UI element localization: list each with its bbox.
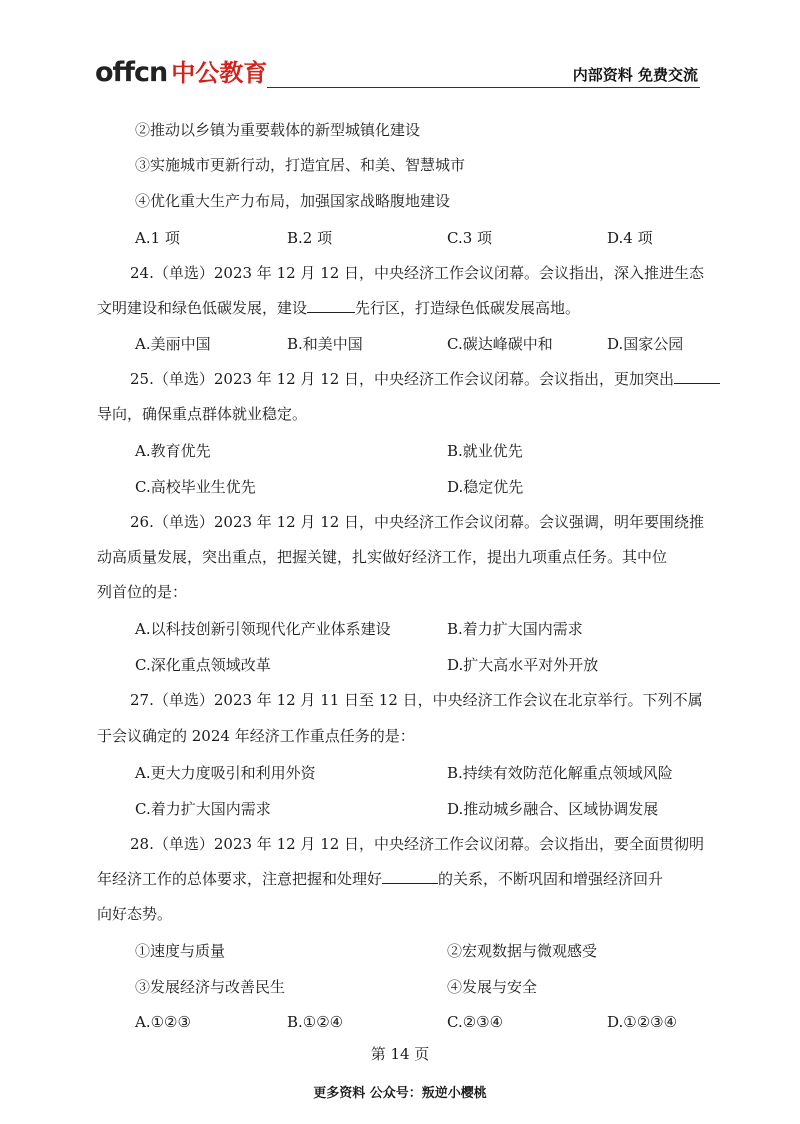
q25-stem-line-1 — [130, 369, 720, 389]
q26-option-d: D.扩大高水平对外开放 — [447, 656, 599, 674]
q24-stem-before-blank: 文明建设和绿色低碳发展，建设 — [97, 299, 308, 317]
q27-stem-line-2: 于会议确定的 2024 年经济工作重点任务的是： — [97, 727, 415, 745]
q25-answer-blank — [674, 369, 720, 384]
logo-chinese-text: 中公教育 — [171, 59, 268, 87]
offcn-logo — [95, 56, 267, 88]
q27-option-d: D.推动城乡融合、区域协调发展 — [447, 800, 659, 818]
q28-option-a: A.①②③ — [135, 1013, 191, 1031]
q26-option-b: B.着力扩大国内需求 — [447, 620, 583, 638]
q24-option-b: B.和美中国 — [287, 335, 363, 353]
q27-option-b: B.持续有效防范化解重点领域风险 — [447, 764, 673, 782]
q26-stem-line-2: 动高质量发展，突出重点，把握关键，扎实做好经济工作，提出九项重点任务。其中位 — [97, 548, 668, 566]
q25-option-a: A.教育优先 — [135, 442, 211, 460]
q23-option-b: B.2 项 — [287, 229, 333, 247]
q28-stem-line-3: 向好态势。 — [97, 905, 173, 923]
q28-option-c: C.②③④ — [447, 1013, 504, 1031]
intro-item-2: ②推动以乡镇为重要载体的新型城镇化建设 — [135, 121, 421, 139]
q23-option-c: C.3 项 — [447, 229, 493, 247]
q24-option-d: D.国家公园 — [607, 335, 684, 353]
q23-option-a: A.1 项 — [135, 229, 180, 247]
q28-stem-before-blank: 年经济工作的总体要求，注意把握和处理好 — [97, 870, 383, 888]
q25-option-b: B.就业优先 — [447, 442, 523, 460]
q25-stem-before-blank: 25.（单选）2023 年 12 月 12 日，中央经济工作会议闭幕。会议指出，更加突出 — [130, 370, 675, 388]
q26-option-c: C.深化重点领域改革 — [135, 656, 271, 674]
q26-stem-line-3: 列首位的是： — [97, 583, 188, 601]
q28-item-2: ②宏观数据与微观感受 — [447, 942, 598, 960]
q27-option-c: C.着力扩大国内需求 — [135, 800, 271, 818]
intro-item-4: ④优化重大生产力布局，加强国家战略腹地建设 — [135, 192, 451, 210]
q28-stem-after-blank: 的关系，不断巩固和增强经济回升 — [438, 870, 664, 888]
page-header — [95, 56, 700, 90]
q28-stem-line-2 — [97, 869, 663, 889]
q25-option-c: C.高校毕业生优先 — [135, 478, 256, 496]
header-right-text: 内部资料 免费交流 — [572, 66, 698, 84]
intro-item-3: ③实施城市更新行动，打造宜居、和美、智慧城市 — [135, 156, 466, 174]
q28-option-d: D.①②③④ — [607, 1013, 678, 1031]
q24-stem-line-2 — [97, 298, 580, 318]
page-number: 第 14 页 — [370, 1045, 430, 1063]
q28-item-1: ①速度与质量 — [135, 942, 226, 960]
q25-option-d: D.稳定优先 — [447, 478, 524, 496]
q26-option-a: A.以科技创新引领现代化产业体系建设 — [135, 620, 391, 638]
q28-item-3: ③发展经济与改善民生 — [135, 978, 286, 996]
q24-option-c: C.碳达峰碳中和 — [447, 335, 553, 353]
q24-stem-after-blank: 先行区，打造绿色低碳发展高地。 — [355, 299, 581, 317]
q28-item-4: ④发展与安全 — [447, 978, 538, 996]
q24-stem-line-1: 24.（单选）2023 年 12 月 12 日，中央经济工作会议闭幕。会议指出，深入推进生态 — [130, 264, 705, 282]
page-footer: 更多资料 公众号：叛逆小樱桃 — [313, 1086, 487, 1101]
q26-stem-line-1: 26.（单选）2023 年 12 月 12 日，中央经济工作会议闭幕。会议强调，明年要围绕推 — [130, 513, 705, 531]
header-rule — [267, 87, 700, 88]
q28-stem-line-1: 28.（单选）2023 年 12 月 12 日，中央经济工作会议闭幕。会议指出，要全面贯彻明 — [130, 835, 705, 853]
q25-stem-line-2: 导向，确保重点群体就业稳定。 — [97, 405, 308, 423]
q24-answer-blank — [307, 298, 355, 313]
logo-latin-text: offcn — [95, 57, 168, 88]
q28-option-b: B.①②④ — [287, 1013, 344, 1031]
q23-option-d: D.4 项 — [607, 229, 653, 247]
q28-answer-blank — [382, 869, 438, 884]
q24-option-a: A.美丽中国 — [135, 335, 211, 353]
q27-stem-line-1: 27.（单选）2023 年 12 月 11 日至 12 日，中央经济工作会议在北京举行。下列不属 — [130, 691, 703, 709]
q27-option-a: A.更大力度吸引和利用外资 — [135, 764, 316, 782]
